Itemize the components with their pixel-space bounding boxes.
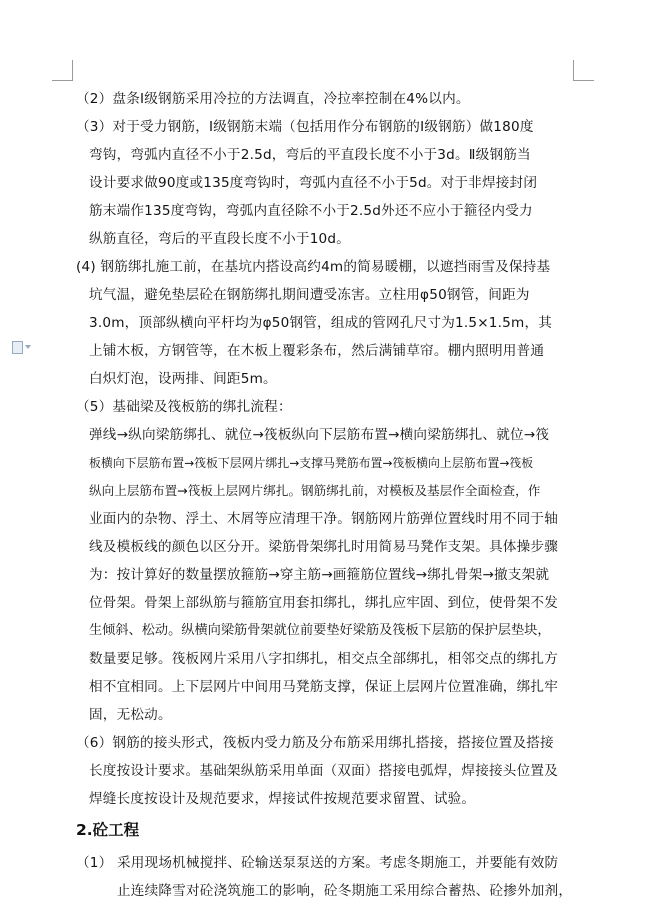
text-line: （5）基础梁及筏板筋的绑扎流程： <box>76 399 292 415</box>
text-line: 相不宜相同。上下层网片中间用马凳筋支撑，保证上层网片位置准确，绑扎牢 <box>89 679 558 695</box>
text-line: 业面内的杂物、浮土、木屑等应清理干净。钢筋网片筋弹位置线时用不同于轴 <box>89 511 558 527</box>
section-heading: 2.砼工程 <box>76 821 140 839</box>
text-line: 坑气温，避免垫层砼在钢筋绑扎期间遭受冻害。立柱用φ50钢管，间距为 <box>89 287 530 303</box>
text-line: 弯钩，弯弧内直径不小于2.5d，弯后的平直段长度不小于3d。Ⅱ级钢筋当 <box>89 147 531 163</box>
text-line: 板横向下层筋布置→筏板下层网片绑扎→支撑马凳筋布置→筏板横向上层筋布置→筏板 <box>89 456 534 470</box>
text-line: 生倾斜、松动。纵横向梁筋骨架就位前要垫好梁筋及筏板下层筋的保护层垫块， <box>89 623 551 638</box>
text-line: 为：按计算好的数量摆放箍筋→穿主筋→画箍筋位置线→绑扎骨架→撤支架就 <box>89 567 550 583</box>
text-line: 数量要足够。筏板网片采用八字扣绑扎，相交点全部绑扎，相邻交点的绑扎方 <box>89 651 558 667</box>
document-icon[interactable] <box>12 340 34 354</box>
text-line: 焊缝长度按设计及规范要求，焊接试件按规范要求留置、试验。 <box>89 791 476 807</box>
text-line: (4) 钢筋绑扎施工前，在基坑内搭设高约4m的简易暖棚，以遮挡雨雪及保持基 <box>76 259 551 275</box>
text-line: 止连续降雪对砼浇筑施工的影响，砼冬期施工采用综合蓄热、砼掺外加剂， <box>117 883 573 899</box>
text-line: （2）盘条Ⅰ级钢筋采用冷拉的方法调直，冷拉率控制在4%以内。 <box>76 91 470 107</box>
text-line: 固，无松动。 <box>89 707 172 723</box>
text-line: 白炽灯泡，设两排、间距5m。 <box>89 371 277 387</box>
text-line: 线及模板线的颜色以区分开。梁筋骨架绑扎时用简易马凳作支架。具体操步骤 <box>89 539 558 555</box>
text-line: 筋末端作135度弯钩，弯弧内直径除不小于2.5d外还不应小于箍径内受力 <box>89 203 533 219</box>
text-line: 3.0m，顶部纵横向平杆均为φ50钢管，组成的管网孔尺寸为1.5×1.5m，其 <box>89 315 553 331</box>
text-line: 位骨架。骨架上部纵筋与箍筋宜用套扣绑扎，绑扎应牢固、到位，使骨架不发 <box>89 595 558 611</box>
text-line: 长度按设计要求。基础架纵筋采用单面（双面）搭接电弧焊，焊接接头位置及 <box>89 763 558 779</box>
text-line: 弹线→纵向梁筋绑扎、就位→筏板纵向下层筋布置→横向梁筋绑扎、就位→筏 <box>89 427 550 443</box>
text-line: （6）钢筋的接头形式，筏板内受力筋及分布筋采用绑扎搭接，搭接位置及搭接 <box>76 735 554 751</box>
page-corner-mark-top-right <box>573 60 594 81</box>
text-line: （1） 采用现场机械搅拌、砼输送泵泵送的方案。考虑冬期施工，并要能有效防 <box>76 855 559 871</box>
page-corner-mark-top-left <box>52 60 73 81</box>
text-line: （3）对于受力钢筋，Ⅰ级钢筋末端（包括用作分布钢筋的Ⅰ级钢筋）做180度 <box>76 119 534 135</box>
text-line: 纵向上层筋布置→筏板上层网片绑扎。钢筋绑扎前，对模板及基层作全面检查，作 <box>89 483 541 498</box>
text-line: 纵筋直径，弯后的平直段长度不小于10d。 <box>89 231 351 247</box>
text-line: 设计要求做90度或135度弯钩时，弯弧内直径不小于5d。对于非焊接封闭 <box>89 175 538 191</box>
text-line: 上铺木板，方钢管等，在木板上覆彩条布，然后满铺草帘。棚内照明用普通 <box>89 343 545 359</box>
